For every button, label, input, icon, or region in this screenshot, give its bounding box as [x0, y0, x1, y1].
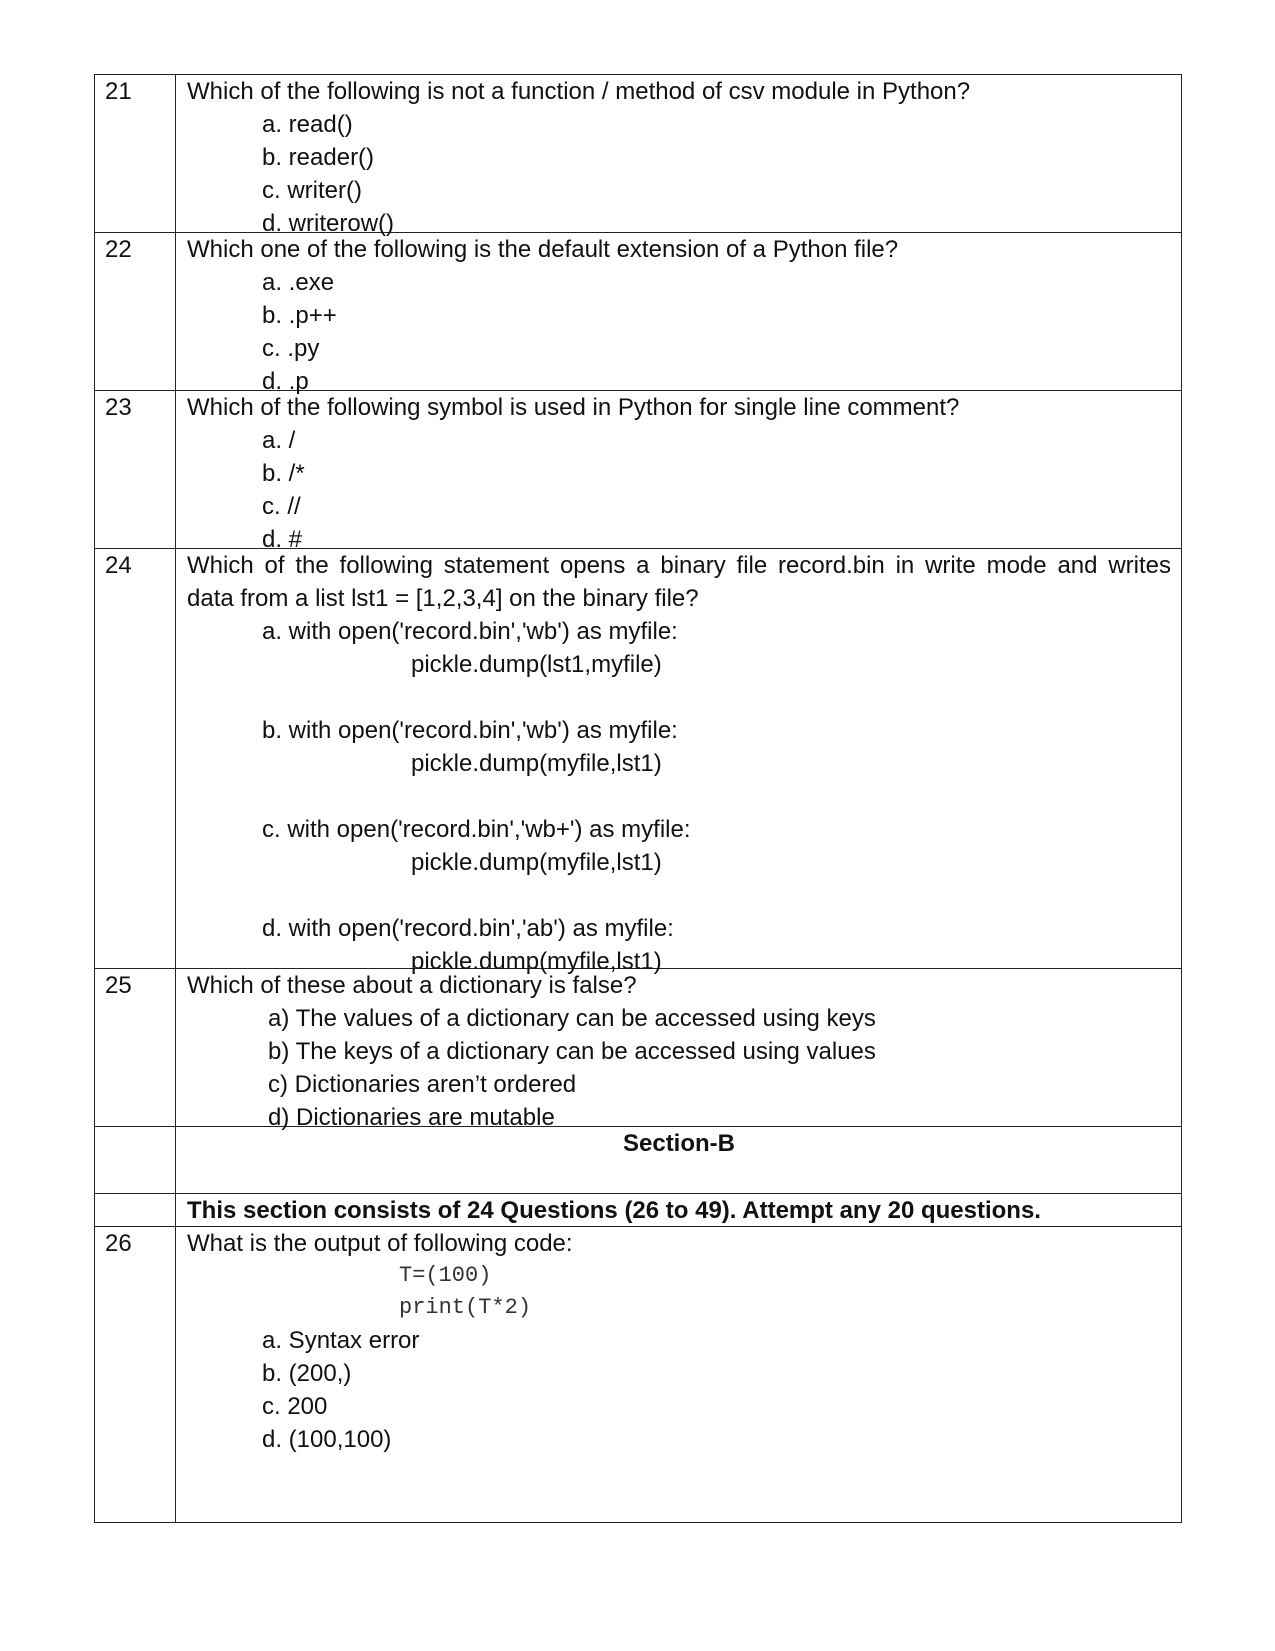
question-text: Which of these about a dictionary is false?: [187, 972, 637, 999]
question-text-line-1: Which of the following statement opens a binary file record.bin in write mode and writes: [187, 552, 1171, 579]
option-d: d) Dictionaries are mutable: [268, 1104, 555, 1131]
question-text-line-2: data from a list lst1 = [1,2,3,4] on the binary file?: [187, 585, 699, 612]
question-body: [176, 233, 1181, 395]
section-title-row: [95, 1127, 1181, 1194]
option-a: a. Syntax error: [262, 1327, 420, 1354]
option-a: a. read(): [262, 111, 353, 138]
section-instruction-row: [95, 1194, 1181, 1227]
option-a: a. /: [262, 427, 296, 454]
spacer: [187, 879, 1171, 912]
option-d-line-1: d. with open('record.bin','ab') as myfile:: [262, 915, 674, 942]
section-instruction: This section consists of 24 Questions (26 to 49). Attempt any 20 questions.: [187, 1197, 1041, 1224]
option-d: d. (100,100): [262, 1426, 392, 1453]
question-number: 22: [95, 233, 176, 390]
option-b: b. /*: [262, 460, 305, 487]
option-a: a) The values of a dictionary can be accessed using keys: [268, 1005, 876, 1032]
question-table: [94, 74, 1182, 1523]
question-text: Which one of the following is the default extension of a Python file?: [187, 236, 899, 263]
question-text: What is the output of following code:: [187, 1230, 573, 1257]
question-row-26: [95, 1227, 1181, 1522]
code-line-2: print(T*2): [399, 1295, 532, 1320]
question-row-22: [95, 233, 1181, 395]
question-row-21: [95, 75, 1181, 237]
question-body: [176, 969, 1181, 1131]
section-title: Section-B: [622, 1130, 735, 1157]
empty-number-cell: [95, 1127, 176, 1193]
option-c-line-1: c. with open('record.bin','wb+') as myfile:: [262, 816, 691, 843]
option-b: b. (200,): [262, 1360, 352, 1387]
question-body: [176, 391, 1181, 553]
option-d-line-2: pickle.dump(myfile,lst1): [411, 948, 662, 975]
option-b: b) The keys of a dictionary can be accessed using values: [268, 1038, 876, 1065]
question-number: 21: [95, 75, 176, 232]
question-body: [176, 1227, 1181, 1522]
question-number: 26: [95, 1227, 176, 1522]
option-c-line-2: pickle.dump(myfile,lst1): [411, 849, 662, 876]
question-body: [176, 75, 1181, 237]
question-row-24: [95, 549, 1181, 975]
option-c: c) Dictionaries aren’t ordered: [268, 1071, 577, 1098]
option-b: b. reader(): [262, 144, 375, 171]
option-a-line-1: a. with open('record.bin','wb') as myfile:: [262, 618, 678, 645]
question-number: 24: [95, 549, 176, 968]
spacer: [187, 681, 1171, 714]
option-b-line-2: pickle.dump(myfile,lst1): [411, 750, 662, 777]
option-d: d. writerow(): [262, 210, 395, 237]
question-body: [176, 549, 1181, 975]
question-text: Which of the following is not a function / method of csv module in Python?: [187, 78, 971, 105]
option-c: c. //: [262, 493, 301, 520]
code-line-1: T=(100): [399, 1263, 492, 1288]
option-d: d. #: [262, 526, 303, 553]
question-number: 23: [95, 391, 176, 548]
question-row-23: [95, 391, 1181, 553]
question-row-25: [95, 969, 1181, 1131]
option-b: b. .p++: [262, 302, 337, 329]
question-text: Which of the following symbol is used in Python for single line comment?: [187, 394, 960, 421]
empty-number-cell: [95, 1194, 176, 1226]
question-number: 25: [95, 969, 176, 1126]
option-b-line-1: b. with open('record.bin','wb') as myfile:: [262, 717, 678, 744]
option-c: c. .py: [262, 335, 320, 362]
option-c: c. writer(): [262, 177, 362, 204]
option-a: a. .exe: [262, 269, 335, 296]
option-c: c. 200: [262, 1393, 328, 1420]
option-a-line-2: pickle.dump(lst1,myfile): [411, 651, 662, 678]
spacer: [187, 780, 1171, 813]
option-d: d. .p: [262, 368, 309, 395]
